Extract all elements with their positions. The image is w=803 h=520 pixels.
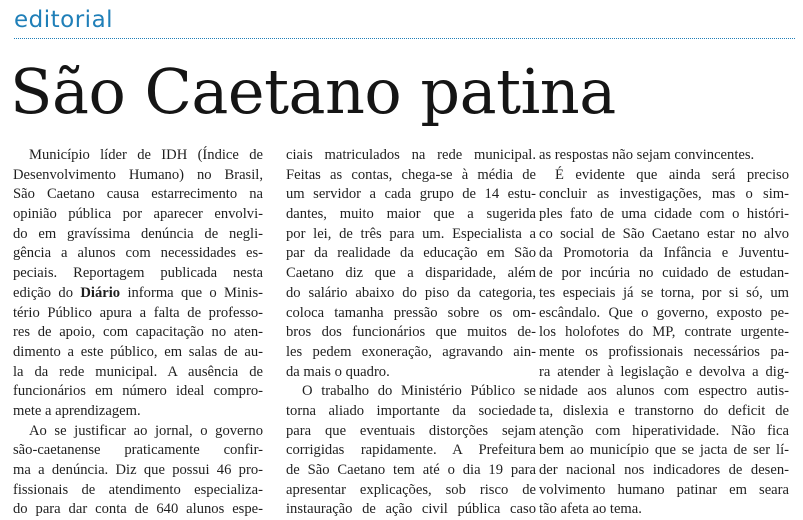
text-line: co social de São Caetano estar no alvo [539,225,789,242]
headline: São Caetano patina [10,55,616,128]
text-line: do em gravíssima denúncia de negli- [13,225,263,242]
text-line: dimento a este público, em salas de au- [13,343,263,360]
text-line: São Caetano causa estarrecimento na [13,186,263,203]
text-line: coloca tamanha pressão sobre os om- [286,304,536,321]
article-column-3 [539,146,789,520]
text-line: apresentar explicações, sob risco de [286,481,536,498]
text-line: ciais matriculados na rede municipal. [286,147,536,163]
article-body [0,146,803,518]
text-line: res de apoio, com capacitação no aten- [13,324,263,341]
text-line: mente os profissionais necessários pa- [539,343,789,360]
text-line: gência a alunos com necessidades es- [13,245,263,262]
text-line: mete a aprendizagem. [13,402,141,419]
text-line: Caetano diz que a disparidade, além [286,265,536,282]
text-line: opinião pública por aparecer envolvi- [13,206,263,223]
text-line: as respostas não sejam convincentes. [539,147,755,163]
text-line: ra atender à legislação e devolva a dig- [539,363,789,380]
text-line: ples fato de uma cidade com o históri- [539,206,789,223]
text-line: escândalo. Que o governo, exposto pe- [539,304,789,321]
text-line: fissionais de atendimento especializa- [13,481,263,498]
text-line: Ao se justificar ao jornal, o governo [29,422,263,439]
text-line: instauração de ação civil pública caso [286,501,536,518]
text-line: nidade aos alunos com espectro autis- [539,383,789,400]
text-line: são-caetanense praticamente confir- [13,442,263,459]
text-line: um servidor a cada grupo de 14 estu- [286,186,536,203]
text-line: Desenvolvimento Humano) no Brasil, [13,166,263,183]
section-divider [14,38,795,39]
text-line: O trabalho do Ministério Público se [302,383,536,400]
text-line: par da realidade da educação em São [286,245,536,262]
text-line: para que eventuais distorções sejam [286,422,536,439]
text-line: la da rede municipal. A ausência de [13,363,263,380]
text-line: funcionários em número ideal compro- [13,383,263,400]
article-column-1 [13,146,263,520]
text-line: bem ao município que se jacta de ser lí- [539,442,789,459]
text-line: da Promotoria da Infância e Juventu- [539,245,789,262]
text-line-diario: edição do Diário informa que o Minis- [13,284,263,301]
text-line: ma a denúncia. Diz que possui 46 pro- [13,462,263,478]
text-line: concluir as investigações, mas o sim- [539,186,789,203]
text-line: torna aliado importante da sociedade [286,402,536,419]
text-line: Município líder de IDH (Índice de [29,147,263,163]
text-line: volvimento humano patinar em seara [539,481,789,498]
text-line: der nacional nos indicadores de desen- [539,462,789,478]
text-line: tério Público apura a falta de professo- [13,304,263,321]
text-line: do salário abaixo do piso da categoria, [286,284,536,301]
section-label: editorial [14,7,114,33]
text-line: los holofotes do MP, contrate urgente- [539,324,789,341]
text-line: les pedem exoneração, agravando ain- [286,343,536,360]
text-line: bros dos funcionários que muitos de- [286,324,536,341]
text-line: corrigidas rapidamente. A Prefeitura [286,442,536,459]
text-line: dantes, muito maior que a sugerida [286,206,536,223]
text-line: da mais o quadro. [286,363,390,380]
article-column-2 [286,146,536,520]
text-line: tão afeta ao tema. [539,501,642,518]
text-line: de São Caetano tem até o dia 19 para [286,462,536,478]
text-line: Feitas as contas, chega-se à média de [286,166,536,183]
text-line: de por incúria no cuidado de estudan- [539,265,789,282]
text-line: tes especiais já se torna, por si só, um [539,284,789,301]
text-line: peciais. Reportagem publicada nesta [13,265,263,282]
text-line: por lei, de três para um. Especialista a [286,225,536,242]
text-line: atenção com hiperatividade. Não fica [539,422,789,439]
text-line: É evidente que ainda será preciso [555,166,789,183]
text-line: ta, dislexia e transtorno do deficit de [539,402,789,419]
text-line: do para dar conta de 640 alunos espe- [13,501,263,518]
